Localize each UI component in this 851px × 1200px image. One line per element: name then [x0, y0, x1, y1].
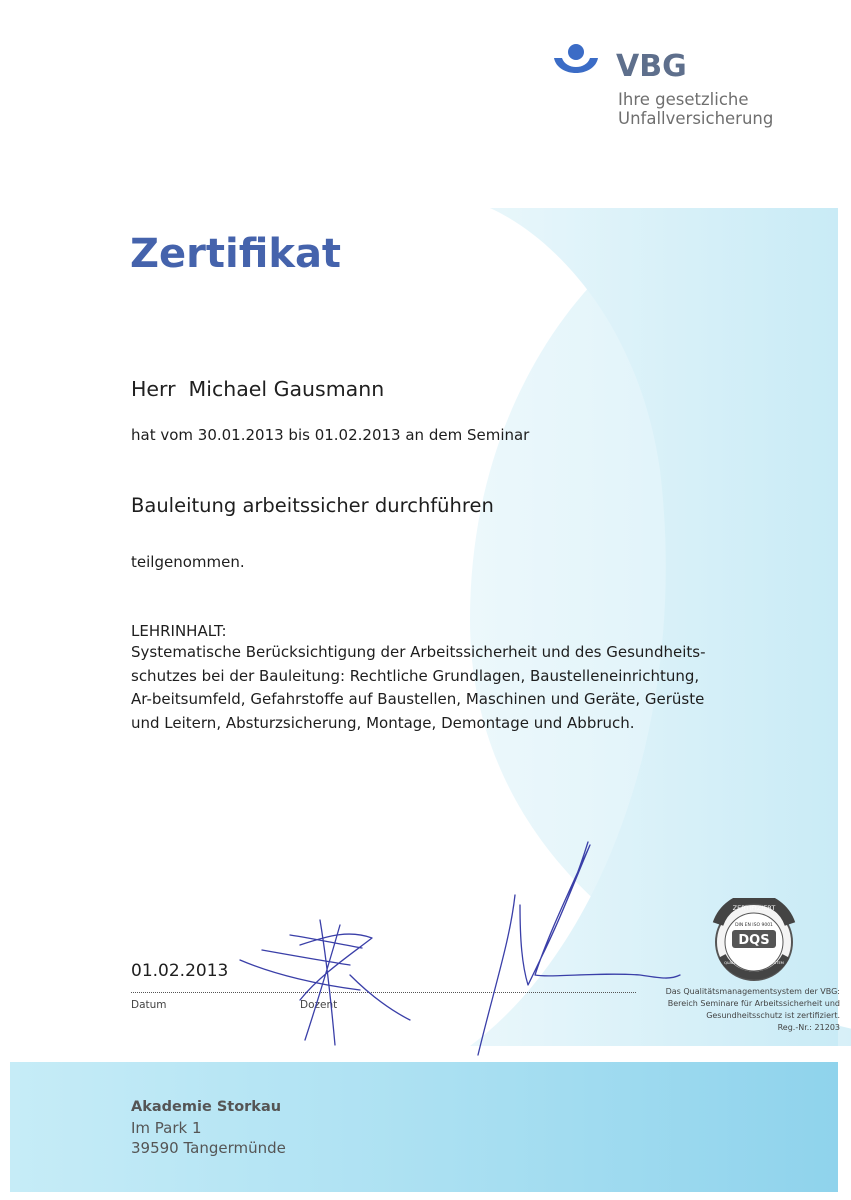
footer-city: 39590 Tangermünde: [131, 1139, 286, 1157]
seminar-dates: hat vom 30.01.2013 bis 01.02.2013 an dem Seminar: [131, 426, 530, 444]
seminar-title: Bauleitung arbeitssicher durchführen: [131, 494, 494, 517]
seal-top-text: ZERTIFIZIERT: [732, 904, 776, 912]
brand-tagline-2: Unfallversicherung: [618, 109, 774, 128]
vbg-logo: [552, 44, 772, 134]
footer-organization: Akademie Storkau: [131, 1099, 282, 1115]
signature-date: 01.02.2013: [131, 961, 229, 981]
seal-logo: DQS: [738, 933, 770, 948]
vbg-logo-icon: [552, 44, 612, 86]
cert-note-line: Das Qualitätsmanagementsystem der VBG:: [665, 987, 840, 996]
lecturer-label: Dozent: [300, 999, 338, 1011]
content-text: Systematische Berücksichtigung der Arbeitssicherheit und des Gesundheits-schutzes bei der Bauleitung: Rechtliche Grundlagen, Baustelleneinrichtung, Ar-beitsumfeld, Gefahrstoffe auf Baustellen, Maschinen und Geräte, Gerüste und Leitern, Absturzsicherung, Montage, Demontage und Abbruch.: [131, 643, 706, 732]
cert-note-line: Reg.-Nr.: 21203: [777, 1023, 840, 1032]
date-label: Datum: [131, 999, 167, 1011]
signature-line: [131, 992, 636, 993]
recipient-name: Herr Michael Gausmann: [131, 377, 385, 401]
seal-norm: DIN EN ISO 9001: [735, 923, 773, 928]
footer-street: Im Park 1: [131, 1119, 202, 1137]
brand-tagline-1: Ihre gesetzliche: [618, 90, 749, 109]
content-heading: LEHRINHALT:: [131, 622, 227, 640]
page-title: Zertifikat: [130, 231, 342, 277]
participation-note: teilgenommen.: [131, 553, 245, 571]
certification-note: [662, 986, 840, 1034]
cert-note-line: Bereich Seminare für Arbeitssicherheit und: [667, 999, 840, 1008]
brand-name: VBG: [616, 49, 687, 84]
dqs-certification-seal: [708, 898, 804, 982]
seal-bottom-text: QUALITÄTSMANAGEMENTSYSTEM: [724, 961, 784, 965]
cert-note-line: Gesundheitsschutz ist zertifiziert.: [706, 1011, 840, 1020]
